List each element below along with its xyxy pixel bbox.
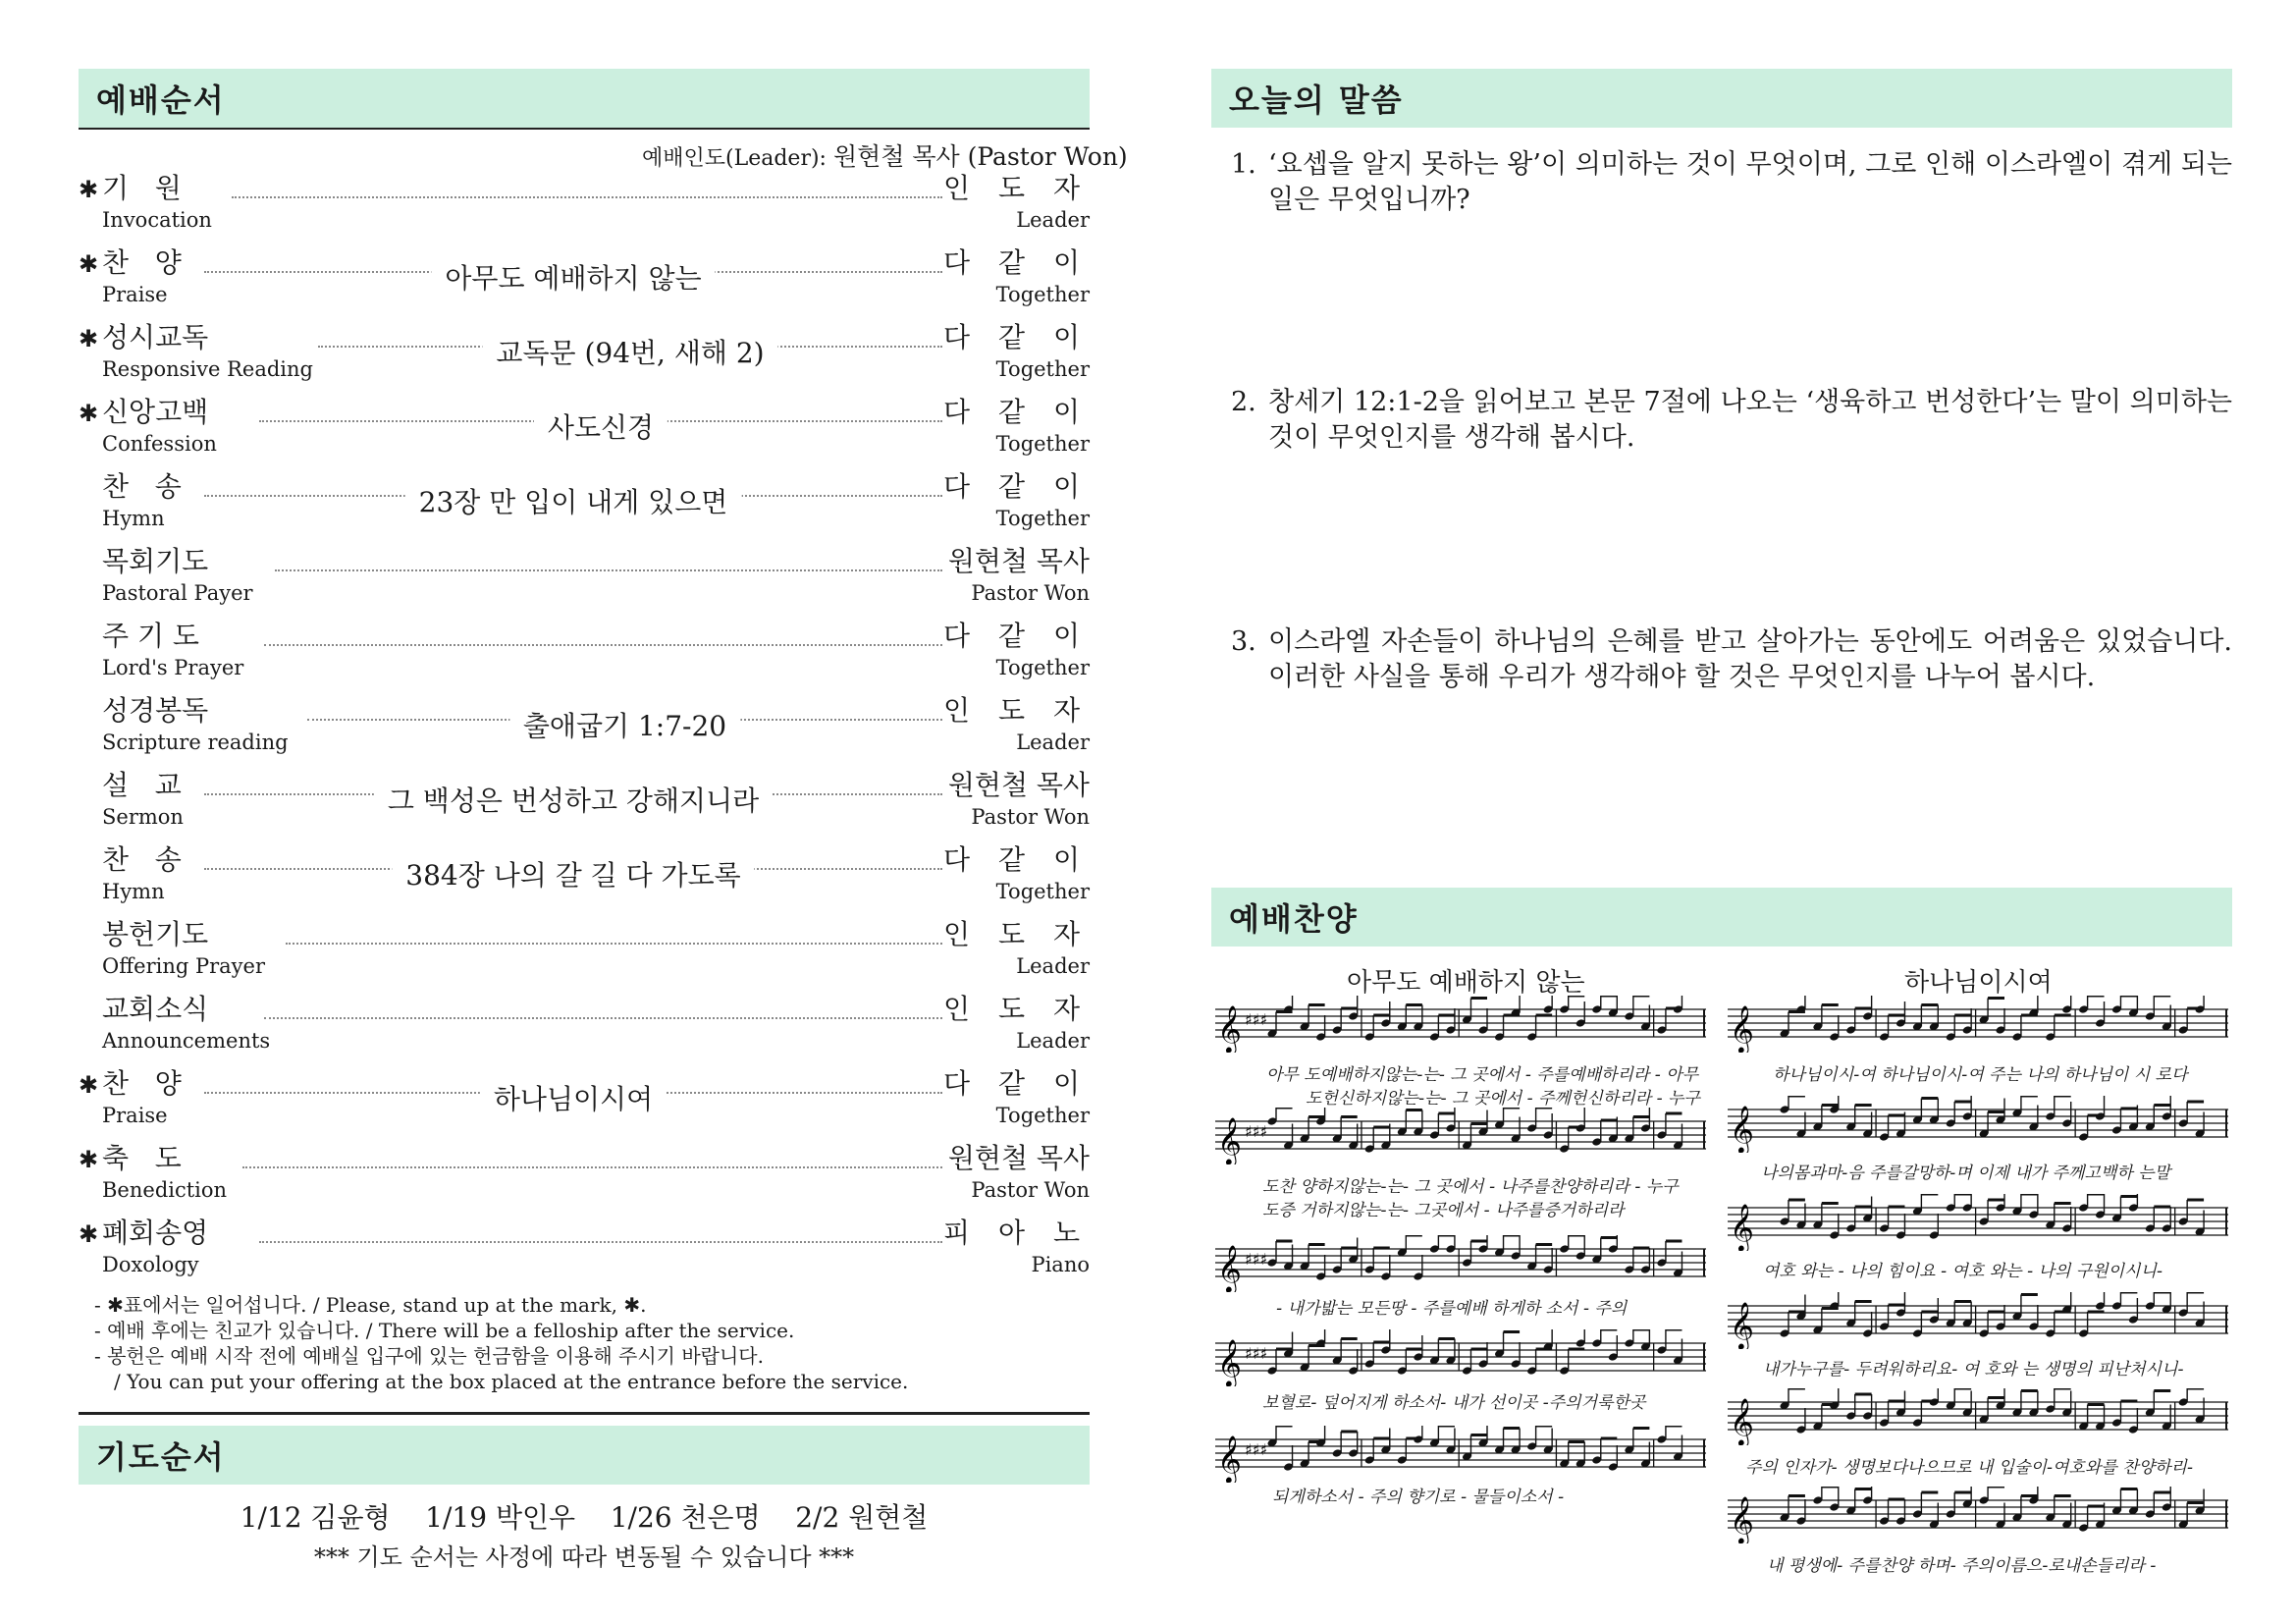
order-item-presenter-english: Together <box>995 1104 1090 1127</box>
order-item-korean <box>79 1068 182 1101</box>
music-staff <box>1728 1487 2228 1543</box>
order-item-english: Praise <box>102 283 168 306</box>
dotted-leader <box>275 569 942 571</box>
music-staff <box>1215 1329 1706 1386</box>
order-item-detail: 384장 나의 갈 길 다 가도록 <box>392 854 754 893</box>
order-item-presenter: 인 도 자 <box>943 694 1090 727</box>
treble-clef-icon: 𝄞 <box>1730 1397 1754 1445</box>
order-item-english: Praise <box>102 1104 168 1127</box>
order-item-korean <box>79 546 208 577</box>
order-item-name: 성경봉독 <box>102 694 209 727</box>
note-line: - 봉헌은 예배 시작 전에 예배실 입구에 있는 헌금함을 이용해 주시기 바랍니다. <box>94 1344 764 1368</box>
order-item-presenter-english: Together <box>995 880 1090 903</box>
order-item <box>79 770 1090 844</box>
worship-leader-line <box>642 137 1128 173</box>
order-item <box>79 247 1090 322</box>
order-item <box>79 844 1090 919</box>
order-item-presenter-english: Piano <box>1031 1253 1090 1276</box>
order-item-detail: 23장 만 입이 내게 있으면 <box>405 481 742 520</box>
prayer-order-title: 기도순서 <box>96 1438 226 1476</box>
order-item <box>79 397 1090 471</box>
order-item-presenter-english: Leader <box>1016 1029 1090 1053</box>
todays-word-header <box>1211 69 2232 128</box>
lyric-line: 주의 인자가- 생명보다나으므로 내 입술이-여호와를 찬양하리- <box>1745 1458 2193 1478</box>
music-staff <box>1728 1194 2228 1251</box>
lyric-line: 보혈로- 덮어지게 하소서- 내가 선이곳 -주의거룩한곳 <box>1262 1393 1646 1413</box>
order-item-presenter-english: Together <box>995 507 1090 530</box>
order-item-name: 찬 송 <box>102 470 182 503</box>
order-item-english: Offering Prayer <box>102 954 265 978</box>
order-item-detail: 출애굽기 1:7-20 <box>509 705 740 744</box>
order-item <box>79 1218 1090 1292</box>
question-3 <box>1231 624 2232 695</box>
dotted-leader <box>232 196 942 198</box>
order-item-detail: 교독문 (94번, 새해 2) <box>482 332 777 371</box>
lyric-line: 도찬 양하지않는-는- 그 곳에서 - 나주를찬양하리라 - 누구 <box>1262 1177 1679 1197</box>
order-item-english: Hymn <box>102 507 165 530</box>
order-item-name: 축 도 <box>102 1142 182 1174</box>
music-staff <box>1728 996 2228 1053</box>
prayer-note: *** 기도 순서는 사정에 따라 변동될 수 있습니다 *** <box>313 1543 855 1571</box>
order-item-name: 신앙고백 <box>102 396 209 428</box>
order-item-presenter: 다 같 이 <box>943 843 1090 876</box>
key-signature-icon: ♯♯♯ <box>1245 1344 1268 1363</box>
order-item-detail: 하나님이시여 <box>480 1078 667 1117</box>
order-item-korean <box>79 1218 208 1250</box>
order-item-presenter: 인 도 자 <box>943 918 1090 950</box>
song1-title: 아무도 예배하지 않는 <box>1347 968 1585 998</box>
question-number: 1. <box>1231 149 1256 180</box>
header-underline <box>79 128 1090 130</box>
key-signature-icon: ♯♯♯ <box>1245 1440 1268 1459</box>
lyric-line: 도증 거하지않는-는- 그곳에서 - 나주를증거하리라 <box>1262 1201 1625 1220</box>
section-divider <box>79 1412 1090 1415</box>
music-staff <box>1215 1108 1706 1164</box>
order-item-presenter: 다 같 이 <box>943 1067 1090 1100</box>
order-item-presenter: 피 아 노 <box>943 1217 1090 1249</box>
order-item-presenter-english: Leader <box>1016 208 1090 232</box>
order-item-name: 설 교 <box>102 769 182 801</box>
order-item <box>79 621 1090 695</box>
question-text: ‘요셉을 알지 못하는 왕’이 의미하는 것이 무엇이며, 그로 인해 이스라엘이 겪게 되는 일은 무엇입니까? <box>1268 149 2232 215</box>
order-item-korean <box>79 695 208 727</box>
order-item-korean <box>79 770 182 801</box>
lyric-line: 내 평생에- 주를찬양 하며- 주의이름으-로내손들리라 - <box>1767 1556 2157 1576</box>
treble-clef-icon: 𝄞 <box>1730 1495 1754 1543</box>
lyric-line: 내가누구를- 두려워하리요- 여 호와 는 생명의 피난처시니- <box>1763 1360 2184 1380</box>
lyric-line: 되게하소서 - 주의 향기로 - 물들이소서 - <box>1272 1488 1565 1507</box>
order-item-english: Scripture reading <box>102 731 289 754</box>
treble-clef-icon: 𝄞 <box>1217 1116 1242 1164</box>
dotted-leader <box>242 1166 942 1168</box>
key-signature-icon: ♯♯♯ <box>1245 1122 1268 1141</box>
order-item-english: Responsive Reading <box>102 357 313 381</box>
order-item-korean <box>79 919 208 950</box>
order-item <box>79 695 1090 770</box>
key-signature-icon: ♯♯♯ <box>1245 1250 1268 1269</box>
order-item-presenter: 다 같 이 <box>943 470 1090 503</box>
leader-label: 예배인도(Leader): <box>642 146 827 171</box>
order-item <box>79 322 1090 397</box>
order-item <box>79 546 1090 621</box>
prayer-order-header <box>79 1426 1090 1485</box>
music-staff <box>1728 1388 2228 1445</box>
dotted-leader <box>264 1017 942 1019</box>
prayer-schedule: 1/12 김윤형 1/19 박인우 1/26 천은명 2/2 원현철 <box>240 1501 929 1534</box>
order-item-presenter-english: Pastor Won <box>971 1178 1090 1202</box>
stand-mark-icon: ✱ <box>79 250 99 278</box>
order-item-presenter-english: Together <box>995 656 1090 679</box>
dotted-leader <box>286 943 942 945</box>
worship-songs-title: 예배찬양 <box>1229 900 1359 938</box>
todays-word-title: 오늘의 말씀 <box>1229 81 1404 119</box>
order-item <box>79 173 1090 247</box>
key-signature-icon: ♯♯♯ <box>1245 1010 1268 1029</box>
treble-clef-icon: 𝄞 <box>1730 1105 1754 1153</box>
order-item-presenter: 다 같 이 <box>943 620 1090 652</box>
order-item-presenter: 인 도 자 <box>943 172 1090 204</box>
order-item <box>79 1068 1090 1143</box>
order-item-presenter: 다 같 이 <box>943 396 1090 428</box>
worship-order-title: 예배순서 <box>96 81 226 119</box>
order-item-presenter-english: Together <box>995 283 1090 306</box>
order-item-name: 목회기도 <box>102 545 209 577</box>
stand-mark-icon: ✱ <box>79 176 99 203</box>
note-line: - ✱표에서는 일어섭니다. / Please, stand up at the mark, ✱. <box>94 1293 647 1317</box>
music-staff <box>1728 1292 2228 1349</box>
treble-clef-icon: 𝄞 <box>1217 1435 1242 1483</box>
order-item-name: 봉헌기도 <box>102 918 209 950</box>
dotted-leader <box>259 1241 942 1243</box>
treble-clef-icon: 𝄞 <box>1217 1338 1242 1386</box>
order-item-presenter-english: Leader <box>1016 954 1090 978</box>
order-item-english: Benediction <box>102 1178 228 1202</box>
question-1 <box>1231 147 2232 218</box>
order-item <box>79 1143 1090 1218</box>
order-item-name: 주 기 도 <box>102 620 199 652</box>
stand-mark-icon: ✱ <box>79 1220 99 1248</box>
order-item-name: 기 원 <box>102 172 182 204</box>
note-line: / You can put your offering at the box placed at the entrance before the service. <box>114 1370 909 1393</box>
lyric-line: 여호 와는 - 나의 힘이요 - 여호 와는 - 나의 구원이시니- <box>1763 1262 2163 1281</box>
treble-clef-icon: 𝄞 <box>1730 1301 1754 1349</box>
order-item-presenter-english: Together <box>995 432 1090 456</box>
order-item-presenter: 원현철 목사 <box>947 769 1090 801</box>
order-item-korean <box>79 621 199 652</box>
lyric-line: 도헌신하지않는-는- 그 곳에서 - 주께헌신하리라 - 누구 <box>1306 1089 1700 1109</box>
song2-title: 하나님이시여 <box>1904 968 2053 998</box>
worship-order-header <box>79 69 1090 128</box>
stand-mark-icon: ✱ <box>79 400 99 427</box>
stand-mark-icon: ✱ <box>79 1071 99 1099</box>
order-item-korean <box>79 1143 182 1175</box>
treble-clef-icon: 𝄞 <box>1730 1203 1754 1251</box>
lyric-line: - 내가밟는 모든땅 - 주를예배 하게하 소서 - 주의 <box>1276 1299 1628 1319</box>
order-item-presenter-english: Pastor Won <box>971 581 1090 605</box>
order-item-name: 찬 송 <box>102 843 182 876</box>
music-staff <box>1215 1235 1706 1292</box>
order-item-english: Sermon <box>102 805 184 829</box>
order-item-korean <box>79 471 182 503</box>
order-item-korean <box>79 844 182 876</box>
order-item-presenter: 원현철 목사 <box>947 545 1090 577</box>
music-staff <box>1215 1426 1706 1483</box>
order-item-detail: 그 백성은 번성하고 강해지니라 <box>374 780 773 819</box>
question-text: 이스라엘 자손들이 하나님의 은혜를 받고 살아가는 동안에도 어려움은 있었습니다. 이러한 사실을 통해 우리가 생각해야 할 것은 무엇인지를 나누어 봅시다. <box>1268 626 2232 692</box>
order-item-english: Doxology <box>102 1253 199 1276</box>
order-item-presenter: 다 같 이 <box>943 321 1090 353</box>
stand-mark-icon: ✱ <box>79 1146 99 1173</box>
order-item-presenter: 원현철 목사 <box>947 1142 1090 1174</box>
order-item-korean <box>79 173 182 205</box>
stand-mark-icon: ✱ <box>79 325 99 352</box>
service-notes <box>94 1292 908 1394</box>
order-item-detail: 아무도 예배하지 않는 <box>431 257 715 297</box>
music-staff <box>1728 1096 2228 1153</box>
order-item-presenter: 인 도 자 <box>943 993 1090 1025</box>
order-item-name: 성시교독 <box>102 321 209 353</box>
question-text: 창세기 12:1-2을 읽어보고 본문 7절에 나오는 ‘생육하고 번성한다’는 말이 의미하는 것이 무엇인지를 생각해 봅시다. <box>1268 387 2232 453</box>
order-item-presenter: 다 같 이 <box>943 246 1090 279</box>
order-item-english: Pastoral Payer <box>102 581 253 605</box>
order-item-english: Confession <box>102 432 217 456</box>
treble-clef-icon: 𝄞 <box>1730 1004 1754 1053</box>
order-item-presenter-english: Together <box>995 357 1090 381</box>
order-item-english: Hymn <box>102 880 165 903</box>
leader-name: 원현철 목사 (Pastor Won) <box>832 142 1128 171</box>
order-item <box>79 994 1090 1068</box>
order-item-presenter-english: Leader <box>1016 731 1090 754</box>
lyric-line: 아무 도예배하지않는-는- 그 곳에서 - 주를예배하리라 - 아무 <box>1266 1065 1699 1085</box>
question-number: 3. <box>1231 626 1256 657</box>
order-item-name: 찬 양 <box>102 246 182 279</box>
worship-songs-header <box>1211 888 2232 947</box>
note-line: - 예배 후에는 친교가 있습니다. / There will be a felloship after the service. <box>94 1319 795 1342</box>
order-item-name: 교회소식 <box>102 993 209 1025</box>
lyric-line: 하나님이시-여 하나님이시-여 주는 나의 하나님이 시 로다 <box>1773 1065 2188 1085</box>
treble-clef-icon: 𝄞 <box>1217 1244 1242 1292</box>
order-item-english: Invocation <box>102 208 212 232</box>
order-item-detail: 사도신경 <box>534 406 667 446</box>
question-2 <box>1231 385 2232 456</box>
order-item-english: Lord's Prayer <box>102 656 244 679</box>
order-item <box>79 471 1090 546</box>
treble-clef-icon: 𝄞 <box>1217 1004 1242 1053</box>
order-item-presenter-english: Pastor Won <box>971 805 1090 829</box>
order-item-korean <box>79 994 208 1025</box>
lyric-line: 나의몸과마-음 주를갈망하-며 이제 내가 주께고백하 는말 <box>1761 1164 2170 1183</box>
order-item-korean <box>79 397 208 429</box>
music-staff <box>1215 996 1706 1053</box>
order-item <box>79 919 1090 994</box>
order-item-korean <box>79 322 208 354</box>
dotted-leader <box>264 644 942 646</box>
order-item-name: 폐회송영 <box>102 1217 209 1249</box>
question-number: 2. <box>1231 387 1256 417</box>
order-item-name: 찬 양 <box>102 1067 182 1100</box>
order-item-korean <box>79 247 182 280</box>
order-item-english: Announcements <box>102 1029 271 1053</box>
